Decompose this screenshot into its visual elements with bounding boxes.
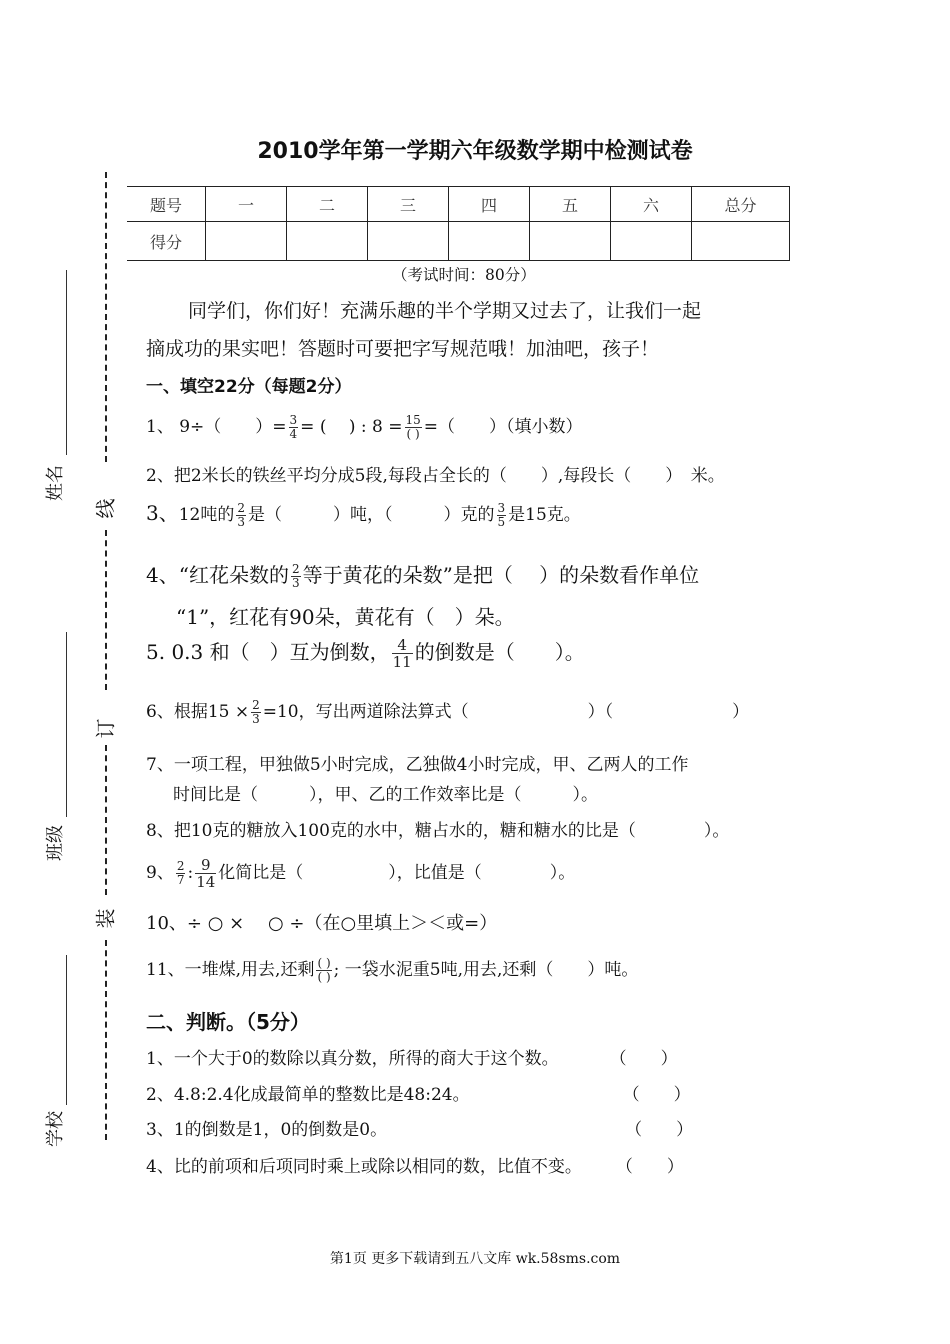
q9-number: 9、 — [146, 863, 174, 883]
fraction-denominator: 14 — [196, 873, 216, 891]
score-cell[interactable] — [206, 222, 287, 261]
fraction-denominator: ( ) — [317, 970, 331, 984]
school-blank-line[interactable] — [66, 955, 67, 1105]
judge-item-3: 3、1的倒数是1，0的倒数是0。 （ ） — [146, 1120, 694, 1140]
score-cell[interactable] — [692, 222, 790, 261]
fraction-denominator: 5 — [497, 515, 506, 529]
judge-item-1: 1、一个大于0的数除以真分数，所得的商大于这个数。 （ ） — [146, 1049, 678, 1069]
fraction — [289, 414, 299, 441]
question-11 — [146, 950, 638, 990]
section2-heading: 二、判断。（5分） — [146, 1010, 310, 1034]
ratio-colon: : — [187, 863, 194, 883]
fraction — [291, 563, 301, 590]
q1-part-a: 1、 9÷（ ）= — [146, 417, 287, 437]
fraction-numerator: 15 — [405, 413, 421, 427]
binding-mark-xian: 线 — [93, 498, 118, 519]
page-footer: 第1页 更多下载请到五八文库 wk.58sms.com — [329, 1251, 621, 1267]
score-table-score-row — [127, 222, 790, 261]
fraction-denominator: 3 — [291, 576, 300, 590]
question-9 — [146, 851, 575, 895]
q6-part-b: =10，写出两道除法算式（ ）（ ） — [262, 702, 750, 722]
question-4 — [146, 553, 699, 597]
fraction-numerator: 2 — [237, 501, 246, 515]
fraction-numerator: 2 — [252, 698, 260, 712]
question-5 — [146, 630, 585, 674]
score-table — [127, 186, 790, 261]
fraction-numerator: 2 — [291, 562, 300, 576]
fraction — [236, 502, 246, 529]
intro-line-2: 摘成功的果实吧！答题时可要把字写规范哦！加油吧，孩子！ — [146, 338, 660, 360]
question-4-line-2: “1”，红花有90朵，黄花有（ ）朵。 — [176, 605, 515, 629]
score-header-cell: 一 — [206, 187, 287, 222]
binding-mark-zhuang: 装 — [93, 908, 118, 929]
fraction-numerator: 3 — [289, 413, 298, 427]
q3-part-b: 12吨的 — [178, 505, 235, 525]
fraction-numerator: 2 — [176, 859, 185, 873]
fraction-denominator: 4 — [289, 427, 298, 441]
q4-part-a: 4、“红花朵数的 — [146, 563, 289, 587]
school-label: 学校 — [45, 1111, 66, 1147]
q3-part-c: 是（ ）吨，（ ）克的 — [248, 505, 495, 525]
exam-title: 2010学年第一学期六年级数学期中检测试卷 — [257, 139, 693, 164]
score-row-label: 得分 — [127, 222, 206, 261]
q11-part-b: ; 一袋水泥重5吨,用去,还剩（ ）吨。 — [333, 960, 639, 980]
question-3 — [146, 493, 581, 535]
question-7-line-2: 时间比是（ ），甲、乙的工作效率比是（ ）。 — [173, 785, 598, 805]
q5-part-a: 5. 0.3 和（ ）互为倒数， — [146, 640, 390, 664]
binding-dashed-line — [105, 530, 107, 690]
q5-part-b: 的倒数是（ ）。 — [414, 640, 585, 664]
q6-part-a: 6、根据15 × — [146, 702, 250, 722]
fraction — [195, 857, 216, 890]
fraction — [251, 699, 261, 726]
binding-mark-ding: 订 — [93, 718, 118, 739]
q4-part-b: 等于黄花的朵数”是把（ ）的朵数看作单位 — [302, 563, 700, 587]
score-cell[interactable] — [368, 222, 449, 261]
question-2: 2、把2米长的铁丝平均分成5段,每段占全长的（ ）,每段长（ ） 米。 — [146, 466, 725, 486]
fraction-numerator: 4 — [392, 637, 413, 654]
fraction — [176, 860, 186, 887]
fraction-denominator: 3 — [237, 515, 246, 529]
score-header-cell: 六 — [611, 187, 692, 222]
class-blank-line[interactable] — [66, 632, 67, 817]
q1-part-c: =（ ）（填小数） — [423, 417, 583, 437]
exam-time: （考试时间：80分） — [392, 266, 536, 284]
score-cell[interactable] — [611, 222, 692, 261]
fraction — [405, 414, 422, 441]
question-10: 10、÷ ○ × ○ ÷（在○里填上＞＜或=） — [146, 913, 498, 934]
score-header-cell: 题号 — [127, 187, 206, 222]
fraction — [316, 957, 331, 984]
judge-item-4: 4、比的前项和后项同时乘上或除以相同的数，比值不变。 （ ） — [146, 1157, 684, 1177]
binding-dashed-line — [105, 745, 107, 895]
name-blank-line[interactable] — [66, 270, 67, 455]
question-6 — [146, 692, 749, 732]
fraction — [392, 637, 413, 670]
q3-number: 3、 — [146, 501, 179, 525]
fraction-denominator: ( ) — [406, 427, 420, 441]
fraction — [497, 502, 507, 529]
question-7-line-1: 7、一项工程，甲独做5小时完成，乙独做4小时完成，甲、乙两人的工作 — [146, 755, 689, 775]
q11-part-a: 11、一堆煤,用去,还剩 — [146, 960, 315, 980]
fraction-numerator: 9 — [195, 857, 216, 874]
score-header-cell: 四 — [449, 187, 530, 222]
q9-part-b: 化简比是（ ），比值是（ ）。 — [218, 863, 576, 883]
fraction-denominator: 3 — [252, 712, 260, 726]
section1-heading: 一、填空22分（每题2分） — [146, 377, 352, 397]
score-header-cell: 三 — [368, 187, 449, 222]
question-1 — [146, 407, 583, 447]
fraction-numerator: ( ) — [317, 956, 331, 970]
score-cell[interactable] — [530, 222, 611, 261]
score-table-header-row — [127, 187, 790, 222]
fraction-denominator: 11 — [392, 653, 412, 671]
score-cell[interactable] — [449, 222, 530, 261]
binding-dashed-line — [105, 940, 107, 1140]
score-cell[interactable] — [287, 222, 368, 261]
intro-line-1: 同学们，你们好！充满乐趣的半个学期又过去了，让我们一起 — [188, 300, 702, 322]
class-label: 班级 — [45, 825, 66, 861]
fraction-denominator: 7 — [176, 873, 185, 887]
binding-dashed-line — [105, 172, 107, 462]
score-header-cell: 总分 — [692, 187, 790, 222]
q1-part-b: = ( ) : 8 = — [300, 417, 403, 437]
fraction-numerator: 3 — [497, 501, 506, 515]
judge-item-2: 2、4.8:2.4化成最简单的整数比是48:24。 （ ） — [146, 1085, 691, 1105]
question-8: 8、把10克的糖放入100克的水中，糖占水的，糖和糖水的比是（ ）。 — [146, 821, 730, 841]
score-header-cell: 二 — [287, 187, 368, 222]
q3-part-d: 是15克。 — [508, 505, 581, 525]
name-label: 姓名 — [45, 465, 66, 501]
score-header-cell: 五 — [530, 187, 611, 222]
